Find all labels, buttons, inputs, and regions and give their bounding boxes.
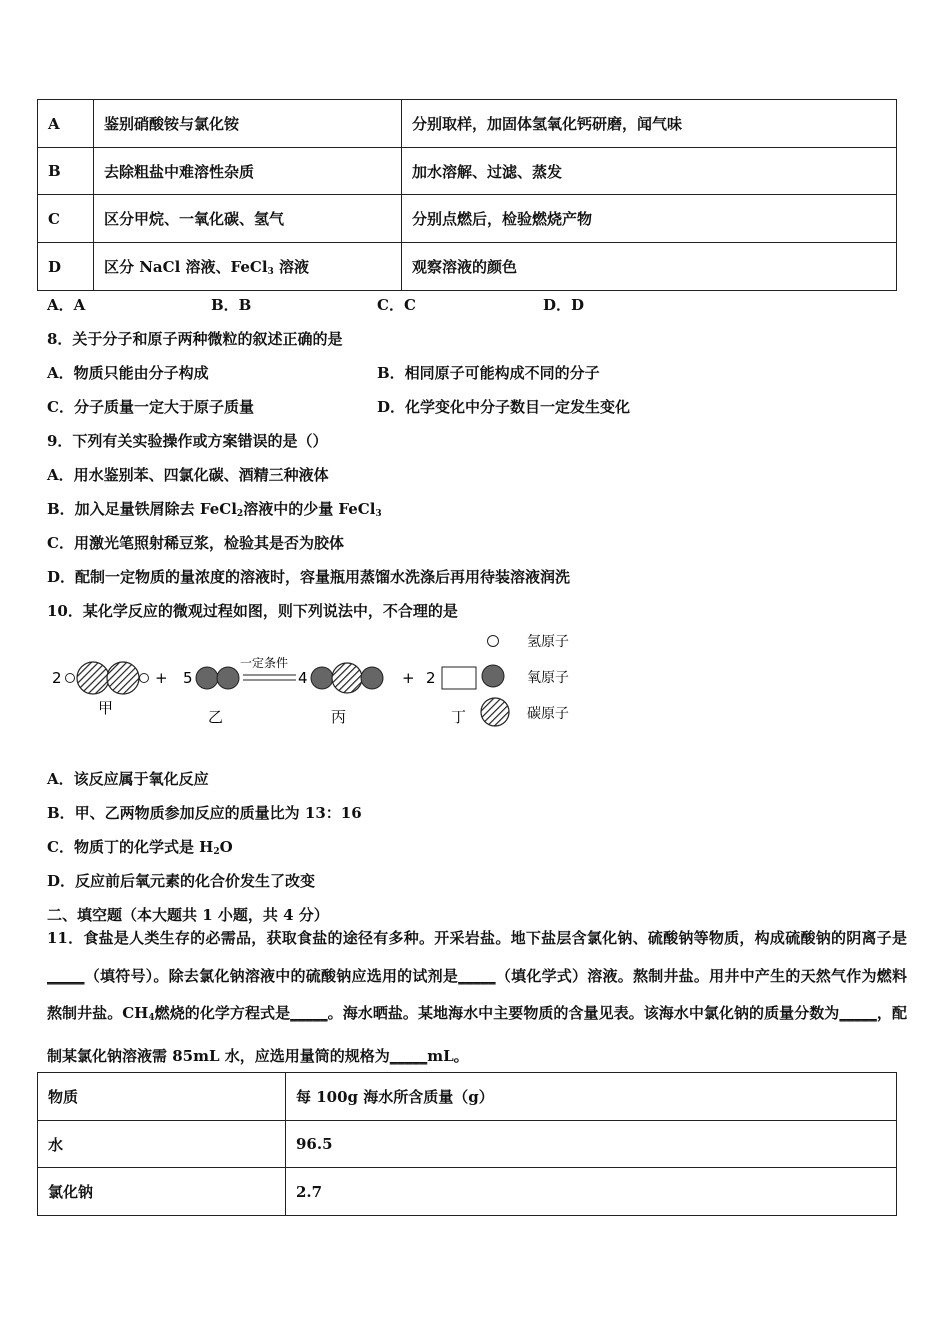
q11-text: mL。 — [427, 1046, 469, 1065]
q10-option-c — [47, 836, 233, 857]
table-cell: 水 — [38, 1121, 286, 1168]
legend-hydrogen-icon — [488, 636, 499, 647]
option-text: C．物质丁的化学式是 H — [47, 838, 214, 856]
q8-option-b: B．相同原子可能构成不同的分子 — [377, 364, 600, 382]
subscript: 2 — [236, 509, 244, 519]
table-row — [38, 1121, 897, 1168]
carbon-atom — [107, 662, 139, 694]
carbon-atom — [332, 663, 362, 693]
row-purpose: 区分甲烷、一氧化碳、氢气 — [94, 195, 402, 243]
q11-text: ，配制某氯化钠溶液需 85mL 水，应选用量筒的规格为 — [47, 1004, 907, 1065]
section-title: 二、填空题（本大题共 1 小题，共 4 分） — [47, 906, 329, 924]
option-text: O — [219, 838, 233, 856]
carbon-atom — [77, 662, 109, 694]
subscript: 3 — [375, 509, 382, 519]
q9-option-b — [47, 498, 382, 519]
oxygen-atom — [361, 667, 383, 689]
subscript: 2 — [213, 847, 220, 857]
legend-oxygen-label: 氧原子 — [527, 670, 569, 686]
legend-carbon-icon — [481, 698, 509, 726]
answer-blank: _____ — [290, 1004, 328, 1022]
unknown-molecule-box — [442, 667, 476, 689]
table-row — [38, 148, 897, 195]
row-label: C — [38, 195, 94, 243]
row-method: 加水溶解、过滤、蒸发 — [402, 148, 897, 195]
table-row — [38, 195, 897, 243]
answer-blank: _____ — [839, 1004, 877, 1022]
header-cell: 每 100g 海水所含质量（g） — [286, 1073, 897, 1121]
table-cell: 氯化钠 — [38, 1168, 286, 1216]
oxygen-atom — [311, 667, 333, 689]
subscript: 3 — [267, 267, 274, 277]
legend-hydrogen-label: 氢原子 — [527, 634, 569, 650]
row-label: A — [38, 100, 94, 148]
plus-sign: + — [155, 669, 168, 687]
experiment-table — [37, 99, 897, 291]
reaction-condition: 一定条件 — [240, 656, 289, 670]
label-bing: 丙 — [331, 708, 347, 726]
row-purpose: 鉴别硝酸铵与氯化铵 — [94, 100, 402, 148]
q7-option-c: C．C — [377, 296, 416, 314]
q8-option-d: D．化学变化中分子数目一定发生变化 — [377, 398, 631, 416]
q8-option-a: A．物质只能由分子构成 — [47, 364, 209, 382]
answer-blank: _____ — [389, 1046, 428, 1065]
q9-option-c: C．用激光笔照射稀豆浆，检验其是否为胶体 — [47, 534, 344, 552]
row-label: B — [38, 148, 94, 195]
coefficient-jia: 2 — [52, 669, 62, 687]
label-jia: 甲 — [98, 699, 114, 717]
row-purpose — [94, 243, 402, 291]
row-label: D — [38, 243, 94, 291]
table-row — [38, 243, 897, 291]
coefficient-yi: 5 — [183, 669, 193, 687]
row-method: 分别点燃后，检验燃烧产物 — [402, 195, 897, 243]
q7-option-b: B．B — [211, 296, 252, 314]
q7-option-a: A．A — [47, 296, 86, 314]
answer-blank: _____ — [458, 966, 496, 985]
coefficient-bing: 4 — [298, 669, 308, 687]
table-row — [38, 1168, 897, 1216]
option-text: B．加入足量铁屑除去 FeCl — [47, 500, 237, 518]
table-cell: 2.7 — [286, 1168, 897, 1216]
q7-option-d: D．D — [543, 296, 585, 314]
q11-text: 11．食盐是人类生存的必需品，获取食盐的途径有多种。开采岩盐。地下盐层含氯化钠、硫酸钠等物质，构成硫酸钠的阴离子是 — [47, 929, 907, 947]
q11-text: （填化学式）溶液。熬制井盐。用井中产生的天然气作为燃料熬制井盐。CH — [47, 966, 907, 1022]
q11-text: 燃烧的化学方程式是 — [154, 1004, 291, 1022]
q8-option-c: C．分子质量一定大于原子质量 — [47, 398, 254, 416]
option-text: 溶液中的少量 FeCl — [243, 500, 376, 518]
legend-carbon-label: 碳原子 — [527, 706, 569, 722]
plus-sign: + — [402, 669, 415, 687]
legend-oxygen-icon — [482, 665, 504, 687]
coefficient-ding: 2 — [426, 669, 436, 687]
q9-option-d: D．配制一定物质的量浓度的溶液时，容量瓶用蒸馏水洗涤后再用待装溶液润洗 — [47, 568, 571, 586]
table-row — [38, 100, 897, 148]
label-yi: 乙 — [208, 708, 224, 726]
oxygen-atom — [217, 667, 239, 689]
q10-option-d: D．反应前后氧元素的化合价发生了改变 — [47, 872, 316, 890]
hydrogen-atom — [140, 674, 149, 683]
table-header-row — [38, 1073, 897, 1121]
q11-paragraph — [47, 920, 907, 1075]
q9-stem: 9．下列有关实验操作或方案错误的是（） — [47, 432, 328, 450]
q10-option-b: B．甲、乙两物质参加反应的质量比为 13：16 — [47, 804, 362, 822]
row-purpose: 去除粗盐中难溶性杂质 — [94, 148, 402, 195]
q11-text: （填符号）。除去氯化钠溶液中的硫酸钠应选用的试剂是 — [84, 966, 459, 985]
purpose-text: 区分 NaCl 溶液、FeCl — [104, 258, 268, 276]
row-method: 分别取样，加固体氢氧化钙研磨，闻气味 — [402, 100, 897, 148]
subscript: 4 — [148, 1013, 155, 1023]
hydrogen-atom — [66, 674, 75, 683]
oxygen-atom — [196, 667, 218, 689]
q9-option-a: A．用水鉴别苯、四氯化碳、酒精三种液体 — [47, 466, 329, 484]
label-ding: 丁 — [451, 708, 467, 726]
header-cell: 物质 — [38, 1073, 286, 1121]
q10-option-a: A．该反应属于氧化反应 — [47, 770, 209, 788]
answer-blank: _____ — [47, 966, 85, 985]
purpose-text: 溶液 — [273, 258, 310, 276]
q11-text: 。海水晒盐。某地海水中主要物质的含量见表。该海水中氯化钠的质量分数为 — [327, 1004, 840, 1022]
seawater-table — [37, 1072, 897, 1216]
table-cell: 96.5 — [286, 1121, 897, 1168]
reaction-diagram — [40, 628, 600, 734]
q8-stem: 8．关于分子和原子两种微粒的叙述正确的是 — [47, 330, 343, 348]
q10-stem: 10．某化学反应的微观过程如图，则下列说法中，不合理的是 — [47, 602, 458, 620]
row-method: 观察溶液的颜色 — [402, 243, 897, 291]
